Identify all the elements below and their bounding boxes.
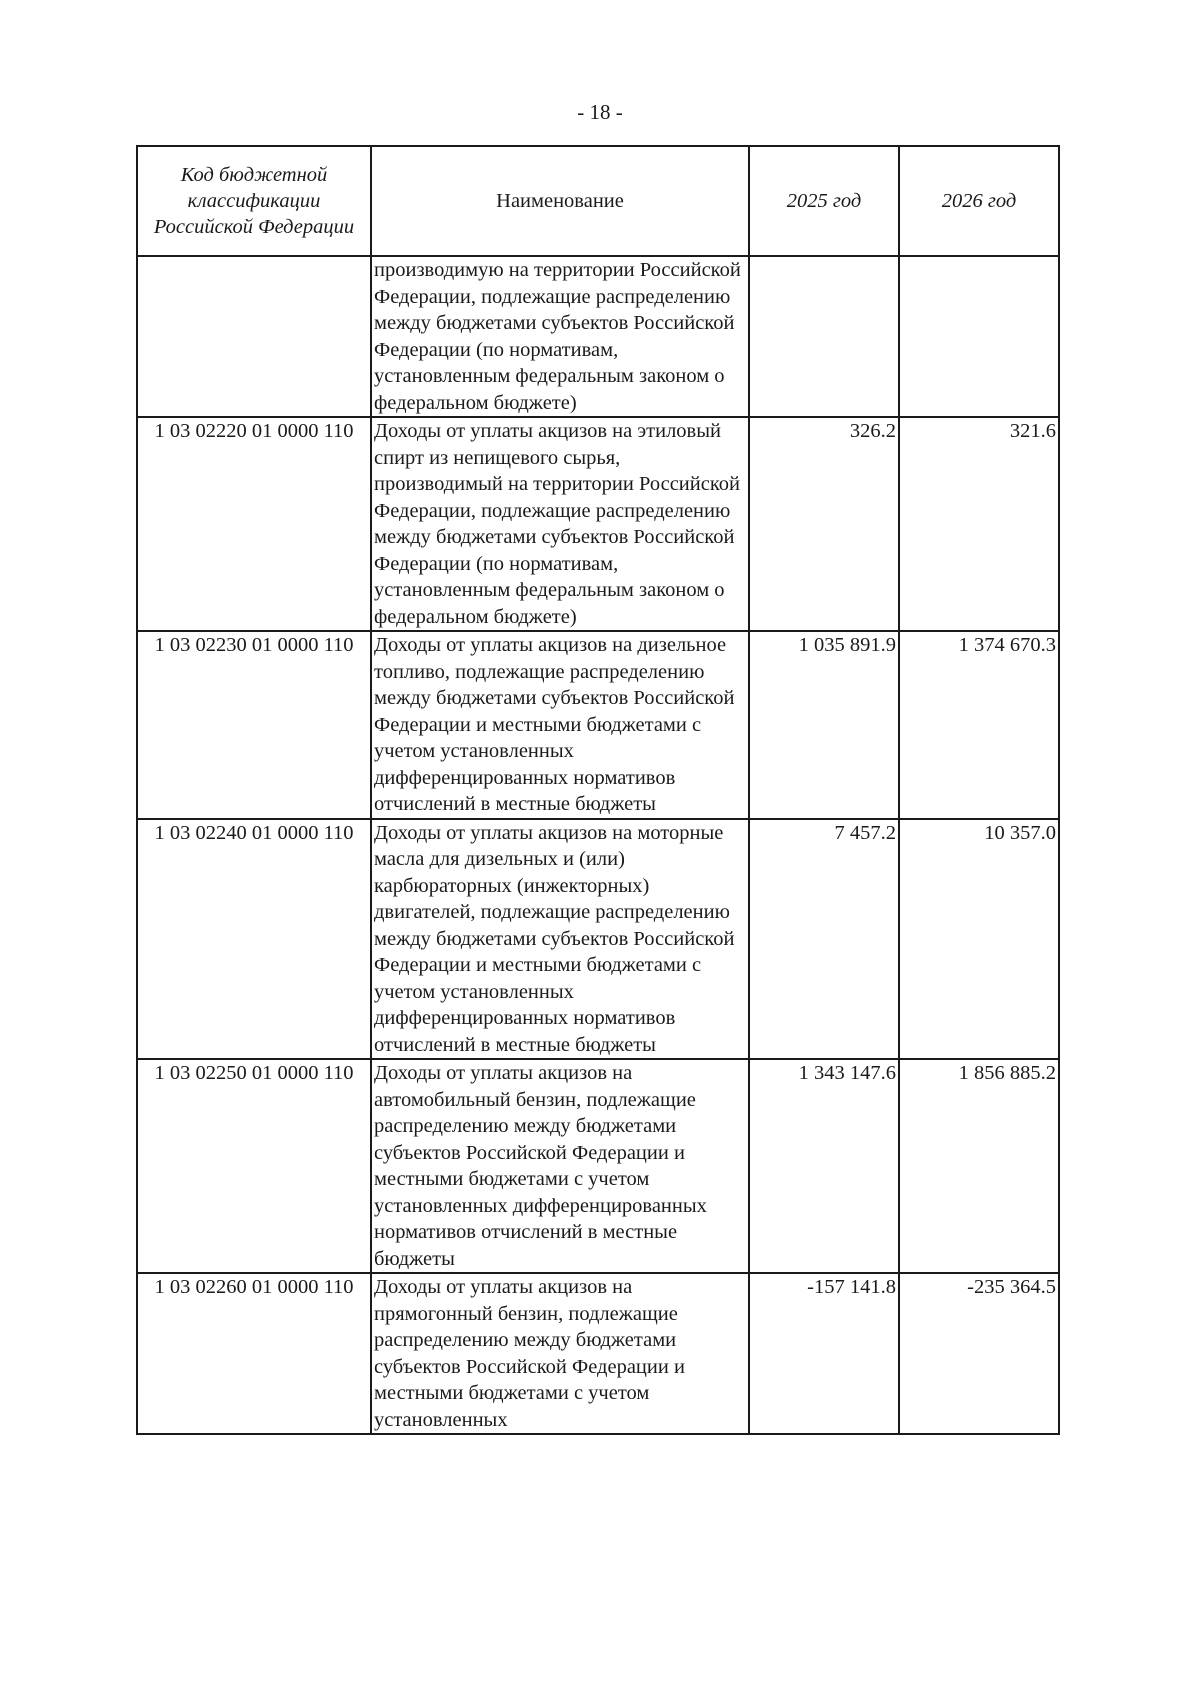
value-2026-cell: 1 374 670.3 [899, 631, 1059, 819]
name-cell: Доходы от уплаты акцизов на этиловый спирт из непищевого сырья, производимый на территории Российской Федерации, подлежащие распределению между бюджетами субъектов Российской Федерации (по нормативам, установленным федеральным законом о федеральном бюджете) [371, 417, 749, 631]
table-row [137, 256, 1059, 417]
name-cell: производимую на территории Российской Федерации, подлежащие распределению между бюджетами субъектов Российской Федерации (по нормативам, установленным федеральным законом о федеральном бюджете) [371, 256, 749, 417]
budget-code-cell: 1 03 02260 01 0000 110 [137, 1273, 371, 1434]
value-2026-cell: 10 357.0 [899, 819, 1059, 1060]
header-year-2026: 2026 год [899, 146, 1059, 256]
table-row [137, 631, 1059, 819]
budget-code-cell [137, 256, 371, 417]
value-2025-cell: 7 457.2 [749, 819, 899, 1060]
table-row [137, 1273, 1059, 1434]
budget-revenue-table [136, 145, 1060, 1435]
budget-code-cell: 1 03 02240 01 0000 110 [137, 819, 371, 1060]
budget-code-cell: 1 03 02230 01 0000 110 [137, 631, 371, 819]
header-year-2025: 2025 год [749, 146, 899, 256]
value-2025-cell: 1 035 891.9 [749, 631, 899, 819]
name-cell: Доходы от уплаты акцизов на прямогонный бензин, подлежащие распределению между бюджетами субъектов Российской Федерации и местными бюджетами с учетом установленных [371, 1273, 749, 1434]
value-2026-cell: 1 856 885.2 [899, 1059, 1059, 1273]
page-number: - 18 - [577, 100, 623, 124]
value-2026-cell: -235 364.5 [899, 1273, 1059, 1434]
value-2025-cell: 326.2 [749, 417, 899, 631]
table-row [137, 1059, 1059, 1273]
header-budget-code: Код бюджетной классификации Российской Федерации [137, 146, 371, 256]
value-2025-cell: -157 141.8 [749, 1273, 899, 1434]
name-cell: Доходы от уплаты акцизов на дизельное топливо, подлежащие распределению между бюджетами субъектов Российской Федерации и местными бюджетами с учетом установленных дифференцированных нормативов отчислений в местные бюджеты [371, 631, 749, 819]
value-2025-cell: 1 343 147.6 [749, 1059, 899, 1273]
table-header-row [137, 146, 1059, 256]
table-row [137, 819, 1059, 1060]
budget-code-cell: 1 03 02220 01 0000 110 [137, 417, 371, 631]
name-cell: Доходы от уплаты акцизов на моторные масла для дизельных и (или) карбюраторных (инжекторных) двигателей, подлежащие распределению между бюджетами субъектов Российской Федерации и местными бюджетами с учетом установленных дифференцированных нормативов отчислений в местные бюджеты [371, 819, 749, 1060]
budget-code-cell: 1 03 02250 01 0000 110 [137, 1059, 371, 1273]
header-name: Наименование [371, 146, 749, 256]
value-2026-cell [899, 256, 1059, 417]
value-2026-cell: 321.6 [899, 417, 1059, 631]
value-2025-cell [749, 256, 899, 417]
name-cell: Доходы от уплаты акцизов на автомобильный бензин, подлежащие распределению между бюджетами субъектов Российской Федерации и местными бюджетами с учетом установленных дифференцированных нормативов отчислений в местные бюджеты [371, 1059, 749, 1273]
table-row [137, 417, 1059, 631]
